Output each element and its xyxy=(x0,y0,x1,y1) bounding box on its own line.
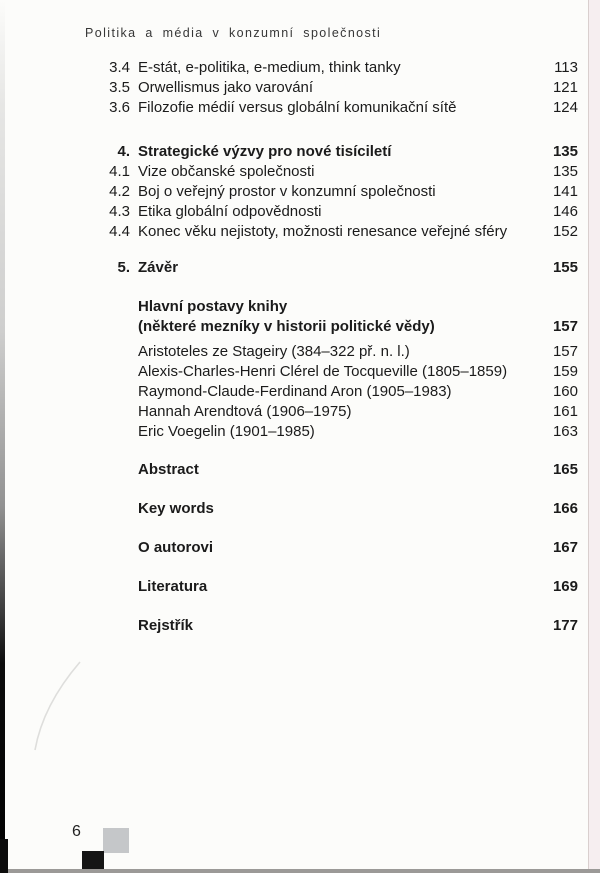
toc-entry-page: 169 xyxy=(552,578,578,595)
toc-entry-page: 152 xyxy=(552,223,578,240)
toc-entry-number xyxy=(100,616,130,636)
toc-entry-label: Strategické výzvy pro nové tisíciletí xyxy=(138,143,392,160)
toc-entry-page: 124 xyxy=(552,99,578,116)
toc-entry-page: 157 xyxy=(552,318,578,335)
toc-entry-label: Konec věku nejistoty, možnosti renesance veřejné sféry xyxy=(138,223,508,240)
toc-entry-number: 4.4 xyxy=(109,223,130,240)
toc-row xyxy=(100,402,578,422)
toc-entry-page: 135 xyxy=(552,143,578,160)
toc-entry-label: Abstract xyxy=(138,461,199,478)
toc-entry-number xyxy=(100,577,130,597)
toc-entry-label: Key words xyxy=(138,500,214,517)
toc-entry-number: 3.6 xyxy=(109,99,130,116)
toc-row xyxy=(100,162,578,182)
toc-entry-number: 5. xyxy=(117,259,130,276)
toc-row xyxy=(100,258,578,278)
toc-entry-number: 4.1 xyxy=(109,163,130,180)
toc-entry-label: Etika globální odpovědnosti xyxy=(138,203,322,220)
toc-row xyxy=(100,142,578,162)
scan-corner-black xyxy=(0,839,8,873)
toc-row xyxy=(100,342,578,362)
toc-entry-page: 163 xyxy=(552,423,578,440)
toc-entry-label: Raymond-Claude-Ferdinand Aron (1905–1983) xyxy=(138,383,452,400)
toc-row xyxy=(100,460,578,480)
toc-entry-page: 146 xyxy=(552,203,578,220)
toc-row xyxy=(100,182,578,202)
toc-entry-number: 4. xyxy=(117,143,130,160)
scratch-mark xyxy=(25,650,95,760)
toc-entry-page: 121 xyxy=(552,79,578,96)
toc-entry-label: Filozofie médií versus globální komunikační sítě xyxy=(138,99,457,116)
toc-entry-label: Boj o veřejný prostor v konzumní společnosti xyxy=(138,183,436,200)
toc-row xyxy=(100,362,578,382)
toc-entry-label: O autorovi xyxy=(138,539,214,556)
toc-entry-number xyxy=(100,499,130,519)
toc-entry-label: Hlavní postavy knihy xyxy=(138,298,288,315)
toc-row xyxy=(100,499,578,519)
toc-entry-label: Hannah Arendtová (1906–1975) xyxy=(138,403,352,420)
toc-entry-number: 4.2 xyxy=(109,183,130,200)
toc-row xyxy=(100,202,578,222)
toc-entry-page: 165 xyxy=(552,461,578,478)
toc-entry-label: E-stát, e-politika, e-medium, think tanky xyxy=(138,59,401,76)
toc-entry-number xyxy=(100,297,130,317)
toc-entry-number xyxy=(100,460,130,480)
toc-entry-label: Eric Voegelin (1901–1985) xyxy=(138,423,315,440)
toc-entry-number: 4.3 xyxy=(109,203,130,220)
toc-entry-page: 157 xyxy=(552,343,578,360)
scan-edge-bottom xyxy=(0,869,600,873)
toc-entry-page xyxy=(536,297,578,317)
toc-entry-label: Literatura xyxy=(138,578,208,595)
toc-entry-page: 113 xyxy=(554,59,578,76)
toc-entry-number xyxy=(100,342,130,362)
running-header: Politika a média v konzumní společnosti xyxy=(85,26,382,40)
toc-entry-number xyxy=(100,362,130,382)
toc-entry-label: (některé mezníky v historii politické vědy) xyxy=(138,318,435,335)
toc-entry-number xyxy=(100,317,130,337)
toc-row xyxy=(100,222,578,242)
toc-entry-label: Aristoteles ze Stageiry (384–322 př. n. l.) xyxy=(138,343,410,360)
toc-entry-number xyxy=(100,422,130,442)
toc-entry-page: 141 xyxy=(552,183,578,200)
toc-entry-number xyxy=(100,382,130,402)
toc-row xyxy=(100,317,578,337)
toc-entry-page: 159 xyxy=(552,363,578,380)
toc-entry-number xyxy=(100,538,130,558)
toc-entry-label: Rejstřík xyxy=(138,617,194,634)
toc-entry-number: 3.5 xyxy=(109,79,130,96)
toc-entry-page: 155 xyxy=(552,259,578,276)
toc-entry-label: Alexis-Charles-Henri Clérel de Tocqueville (1805–1859) xyxy=(138,363,508,380)
toc-row xyxy=(100,58,578,78)
toc-entry-page: 167 xyxy=(552,539,578,556)
scan-edge-right xyxy=(588,0,600,873)
toc-row xyxy=(100,538,578,558)
toc-entry-number xyxy=(100,402,130,422)
toc-entry-number: 3.4 xyxy=(109,59,130,76)
toc-row xyxy=(100,577,578,597)
toc-row xyxy=(100,297,578,317)
scan-edge-left xyxy=(0,0,5,873)
toc-entry-page: 177 xyxy=(552,617,578,634)
toc-row xyxy=(100,78,578,98)
toc-row xyxy=(100,382,578,402)
toc-row xyxy=(100,98,578,118)
table-of-contents xyxy=(100,58,578,636)
toc-entry-label: Vize občanské společnosti xyxy=(138,163,315,180)
toc-entry-page: 166 xyxy=(552,500,578,517)
toc-row xyxy=(100,616,578,636)
toc-entry-label: Orwellismus jako varování xyxy=(138,79,314,96)
toc-row xyxy=(100,422,578,442)
registration-square-gray xyxy=(103,828,129,853)
page-number: 6 xyxy=(72,823,81,840)
toc-entry-page: 160 xyxy=(552,383,578,400)
toc-entry-page: 135 xyxy=(552,163,578,180)
toc-entry-page: 161 xyxy=(552,403,578,420)
toc-entry-label: Závěr xyxy=(138,259,179,276)
